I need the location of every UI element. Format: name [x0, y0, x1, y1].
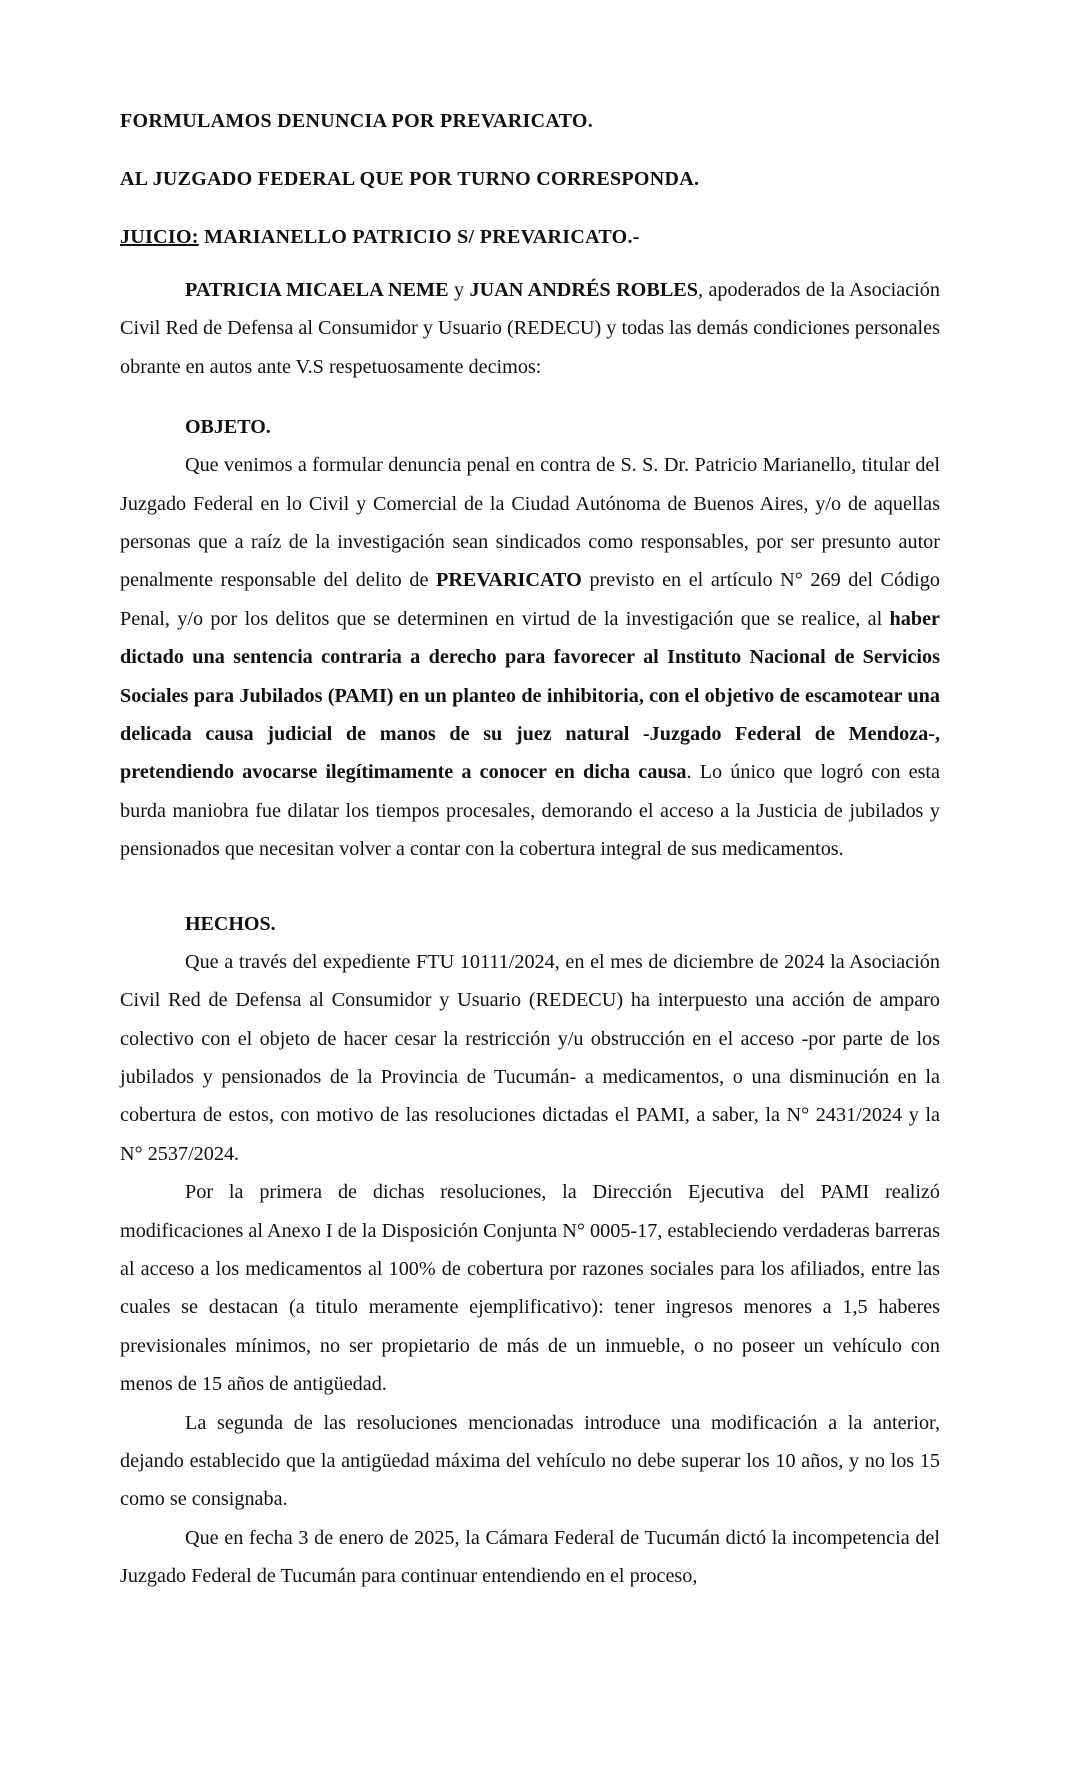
case-name: MARIANELLO PATRICIO S/ PREVARICATO.-	[198, 226, 640, 248]
objeto-text-c: . Lo único que logró con esta burda maniobra fue dilatar los tiempos procesales, demorando el acceso a la Justicia de jubilados y pensionados que necesitan volver a contar con la cobertura integral de sus medicamentos.	[120, 761, 940, 861]
objeto-text-b: previsto en el artículo N° 269 del Código Penal, y/o por los delitos que se determinen en virtud de la investigación que se realice, al	[120, 569, 940, 630]
intro-paragraph	[120, 271, 940, 386]
hechos-paragraph-1: Que a través del expediente FTU 10111/2024, en el mes de diciembre de 2024 la Asociación Civil Red de Defensa al Consumidor y Usuario (REDECU) ha interpuesto una acción de amparo colectivo con el objeto de hacer cesar la restricción y/u obstrucción en el acceso -por parte de los jubilados y pensionados de la Provincia de Tucumán- a medicamentos, o una disminución en la cobertura de estos, con motivo de las resoluciones dictadas el PAMI, a saber, la N° 2431/2024 y la N° 2537/2024.	[120, 950, 940, 1165]
case-label: JUICIO:	[120, 226, 199, 248]
plaintiff-name-1: PATRICIA MICAELA NEME	[185, 279, 449, 301]
court-heading: AL JUZGADO FEDERAL QUE POR TURNO CORRESPONDA.	[120, 168, 700, 190]
hechos-title: HECHOS.	[185, 912, 276, 935]
intro-conjunction: y	[448, 279, 470, 301]
hechos-paragraph-4: Que en fecha 3 de enero de 2025, la Cámara Federal de Tucumán dictó la incompetencia del Juzgado Federal de Tucumán para continuar entendiendo en el proceso,	[120, 1526, 940, 1588]
objeto-text-a: Que venimos a formular denuncia penal en contra de S. S. Dr. Patricio Marianello, titular del Juzgado Federal en lo Civil y Comercial de la Ciudad Autónoma de Buenos Aires, y/o de aquellas personas que a raíz de la investigación sean sindicados como responsables, por ser presunto autor penalmente responsable del delito de	[120, 454, 940, 592]
objeto-bold-statement: haber dictado una sentencia contraria a derecho para favorecer al Instituto Nacional de Servicios Sociales para Jubilados (PAMI) en un planteo de inhibitoria, con el objetivo de escamotear una delicada causa judicial de manos de su juez natural -Juzgado Federal de Mendoza-, pretendiendo avocarse ilegítimamente a conocer en dicha causa	[120, 607, 940, 784]
objeto-crime-name: PREVARICATO	[436, 569, 582, 592]
case-heading	[120, 224, 940, 250]
hechos-paragraph-3: La segunda de las resoluciones mencionadas introduce una modificación a la anterior, dejando establecido que la antigüedad máxima del vehículo no debe superar los 10 años, y no los 15 como se consignaba.	[120, 1411, 940, 1511]
intro-text: , apoderados de la Asociación Civil Red de Defensa al Consumidor y Usuario (REDECU) y todas las demás condiciones personales obrante en autos ante V.S respetuosamente decimos:	[120, 279, 940, 378]
plaintiff-name-2: JUAN ANDRÉS ROBLES	[469, 279, 698, 301]
hechos-paragraph-2: Por la primera de dichas resoluciones, la Dirección Ejecutiva del PAMI realizó modificaciones al Anexo I de la Disposición Conjunta N° 0005-17, estableciendo verdaderas barreras al acceso a los medicamentos al 100% de cobertura por razones sociales para los afiliados, entre las cuales se destacan (a titulo meramente ejemplificativo): tener ingresos menores a 1,5 haberes previsionales mínimos, no ser propietario de más de un inmueble, o no poseer un vehículo con menos de 15 años de antigüedad.	[120, 1181, 940, 1396]
objeto-paragraph	[120, 446, 940, 868]
objeto-title: OBJETO.	[185, 416, 271, 439]
document-title: FORMULAMOS DENUNCIA POR PREVARICATO.	[120, 110, 594, 132]
